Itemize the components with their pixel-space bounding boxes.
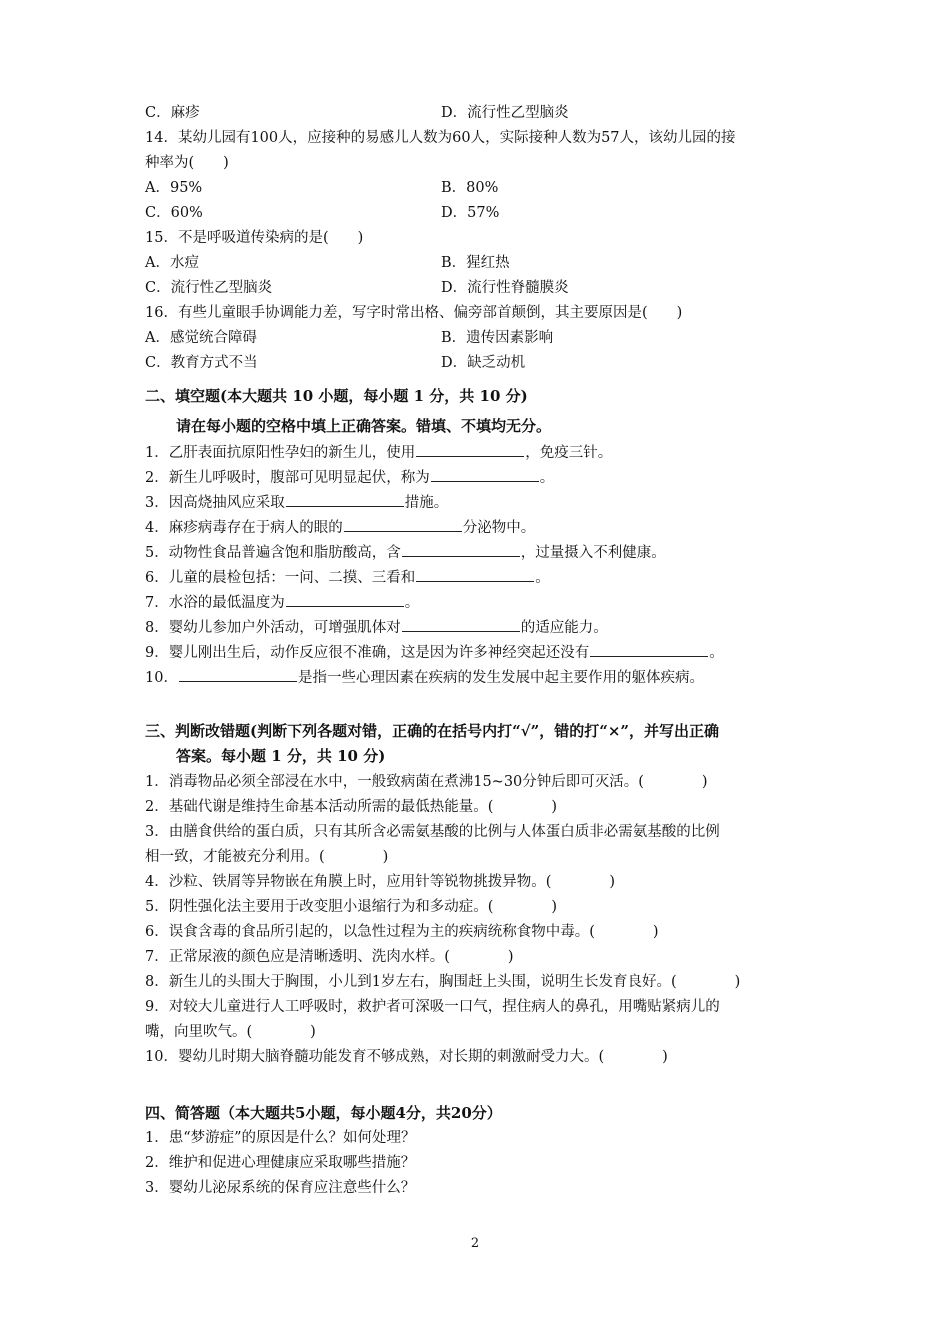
fill-item-7-text: 7．水浴的最低温度为: [145, 595, 285, 611]
fill-item-2: [145, 467, 825, 487]
fill-item-5-tail: ，过量摄入不利健康。: [520, 545, 666, 561]
fill-item-7-tail: 。: [404, 595, 420, 611]
fill-blank[interactable]: [344, 517, 462, 532]
q15-stem: 15．不是呼吸道传染病的是( ): [145, 230, 364, 246]
fill-item-10-tail: 是指一些心理因素在疾病的发生发展中起主要作用的躯体疾病。: [297, 670, 704, 686]
q16-option-b: B．遗传因素影响: [441, 330, 554, 346]
fill-item-1-text: 1．乙肝表面抗原阳性孕妇的新生儿，使用: [145, 445, 416, 461]
fill-item-8-tail: 的适应能力。: [520, 620, 608, 636]
fill-item-6-text: 6．儿童的晨检包括：一问、二摸、三看和: [145, 570, 416, 586]
fill-item-3-tail: 措施。: [404, 495, 449, 511]
short-answer-line: 3．婴幼儿泌尿系统的保育应注意些什么？: [145, 1180, 416, 1196]
fill-blank[interactable]: [286, 492, 404, 507]
fill-item-8: [145, 617, 825, 637]
fill-blank[interactable]: [179, 667, 297, 682]
q16-options-row-cd: [145, 354, 825, 372]
q15-option-d: D．流行性脊髓膜炎: [441, 280, 569, 296]
fill-blank[interactable]: [431, 467, 539, 482]
fill-blank[interactable]: [286, 592, 404, 607]
q13-option-d: D．流行性乙型脑炎: [441, 105, 569, 121]
fill-item-3-text: 3．因高烧抽风应采取: [145, 495, 285, 511]
short-answer-line: 2．维护和促进心理健康应采取哪些措施？: [145, 1155, 416, 1171]
page-number: 2: [470, 1236, 480, 1251]
fill-item-9-text: 9．婴儿刚出生后，动作反应很不准确，这是因为许多神经突起还没有: [145, 645, 590, 661]
q16-stem: 16．有些儿童眼手协调能力差，写字时常出格、偏旁部首颠倒，其主要原因是( ): [145, 305, 683, 321]
q14-options-row-ab: [145, 179, 825, 197]
fill-blank[interactable]: [402, 617, 520, 632]
q14-options-row-cd: [145, 204, 825, 222]
fill-item-4-tail: 分泌物中。: [462, 520, 536, 536]
fill-item-5: [145, 542, 825, 562]
fill-item-1: [145, 442, 825, 462]
section2-instruction: 请在每小题的空格中填上正确答案。错填、不填均无分。: [176, 417, 552, 435]
fill-item-9-tail: 。: [709, 645, 724, 661]
section2-heading: 二、填空题(本大题共 10 小题，每小题 1 分，共 10 分): [145, 387, 528, 405]
fill-item-2-text: 2．新生儿呼吸时，腹部可见明显起伏，称为: [145, 470, 430, 486]
q15-options-row-ab: [145, 254, 825, 272]
fill-item-2-tail: 。: [539, 470, 555, 486]
q14-stem-line1: 14．某幼儿园有100人，应接种的易感儿人数为60人，实际接种人数为57人，该幼儿园的接: [145, 130, 736, 146]
q15-options-row-cd: [145, 279, 825, 297]
judge-line: 6．误食含毒的食品所引起的，以急性过程为主的疾病统称食物中毒。( ): [145, 924, 659, 940]
judge-line: 1．消毒物品必须全部浸在水中，一般致病菌在煮沸15~30分钟后即可灭活。( ): [145, 774, 708, 790]
fill-item-8-text: 8．婴幼儿参加户外活动，可增强肌体对: [145, 620, 401, 636]
fill-blank[interactable]: [416, 442, 524, 457]
fill-item-5-text: 5．动物性食品普遍含饱和脂肪酸高，含: [145, 545, 401, 561]
fill-item-4-text: 4．麻疹病毒存在于病人的眼的: [145, 520, 343, 536]
q14-option-a: A．95%: [145, 180, 203, 196]
q16-options-row-ab: [145, 329, 825, 347]
section4-heading: 四、简答题（本大题共5小题，每小题4分，共20分）: [145, 1104, 502, 1122]
fill-item-6: [145, 567, 825, 587]
fill-item-10: [145, 667, 825, 687]
judge-line: 嘴，向里吹气。( ): [145, 1024, 316, 1040]
fill-item-10-text: 10．: [145, 670, 178, 686]
judge-line: 2．基础代谢是维持生命基本活动所需的最低热能量。( ): [145, 799, 558, 815]
judge-line: 7．正常尿液的颜色应是清晰透明、洗肉水样。( ): [145, 949, 514, 965]
judge-line: 3．由膳食供给的蛋白质，只有其所含必需氨基酸的比例与人体蛋白质非必需氨基酸的比例: [145, 824, 720, 840]
q15-option-c: C．流行性乙型脑炎: [145, 280, 273, 296]
q14-option-c: C．60%: [145, 205, 203, 221]
q16-option-c: C．教育方式不当: [145, 355, 258, 371]
judge-line: 相一致，才能被充分利用。( ): [145, 849, 389, 865]
section3-heading-line2: 答案。每小题 1 分，共 10 分): [176, 747, 386, 765]
q16-option-a: A．感觉统合障碍: [145, 330, 257, 346]
judge-line: 5．阴性强化法主要用于改变胆小退缩行为和多动症。( ): [145, 899, 558, 915]
fill-blank[interactable]: [402, 542, 520, 557]
q13-option-c: C．麻疹: [145, 105, 200, 121]
short-answer-line: 1．患“梦游症”的原因是什么？如何处理？: [145, 1130, 416, 1146]
q14-option-b: B．80%: [441, 180, 499, 196]
judge-line: 4．沙粒、铁屑等异物嵌在角膜上时，应用针等锐物挑拨异物。( ): [145, 874, 616, 890]
q13-options-row: [145, 104, 825, 122]
judge-line: 10．婴幼儿时期大脑脊髓功能发育不够成熟，对长期的刺激耐受力大。( ): [145, 1049, 668, 1065]
judge-line: 8．新生儿的头围大于胸围，小儿到1岁左右，胸围赶上头围，说明生长发育良好。( ): [145, 974, 741, 990]
q15-option-b: B．猩红热: [441, 255, 510, 271]
fill-blank[interactable]: [416, 567, 534, 582]
fill-item-1-tail: ，免疫三针。: [525, 445, 613, 461]
q15-option-a: A．水痘: [145, 255, 199, 271]
q14-option-d: D．57%: [441, 205, 500, 221]
section3-heading-line1: 三、判断改错题(判断下列各题对错，正确的在括号内打“√”，错的打“×”，并写出正确: [145, 722, 720, 740]
fill-blank[interactable]: [590, 642, 708, 657]
fill-item-7: [145, 592, 825, 612]
judge-line: 9．对较大儿童进行人工呼吸时，救护者可深吸一口气，捏住病人的鼻孔，用嘴贴紧病儿的: [145, 999, 720, 1015]
fill-item-4: [145, 517, 825, 537]
fill-item-9: [145, 642, 825, 662]
fill-item-3: [145, 492, 825, 512]
q14-stem-line2: 种率为( ): [145, 155, 229, 171]
fill-item-6-tail: 。: [535, 570, 550, 586]
q16-option-d: D．缺乏动机: [441, 355, 526, 371]
